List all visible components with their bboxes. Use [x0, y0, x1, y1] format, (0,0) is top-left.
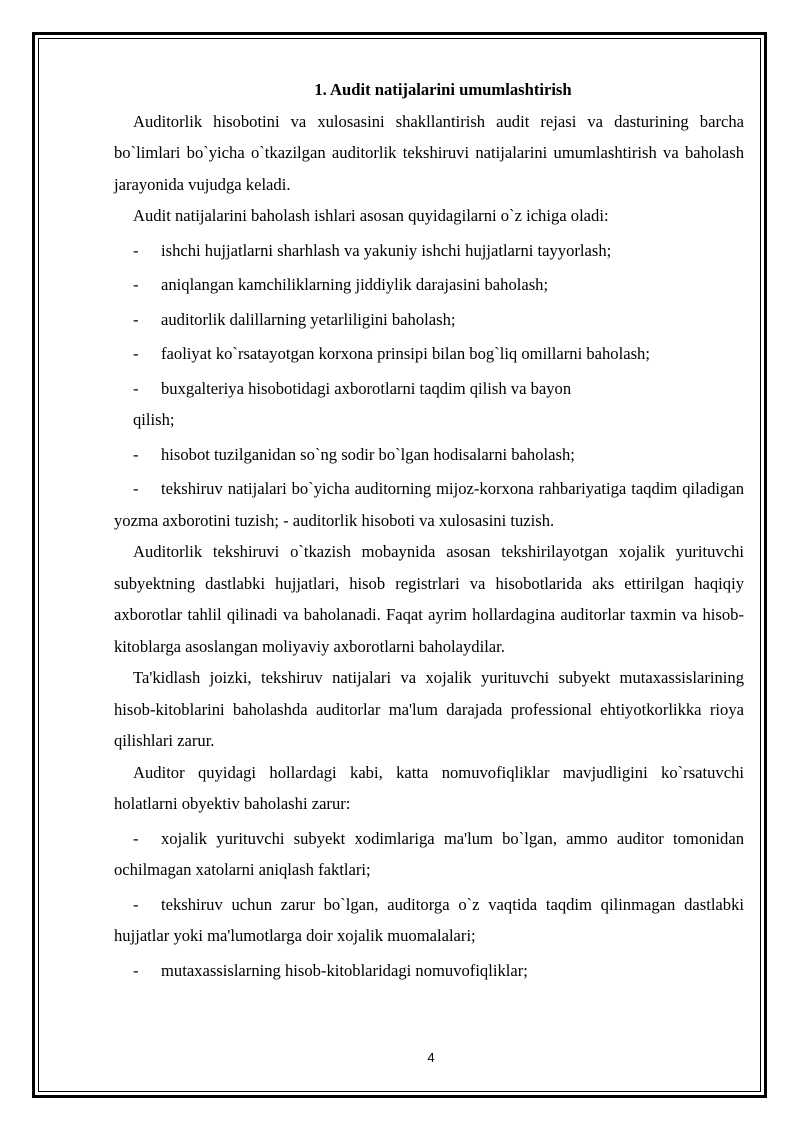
list-item-text: xojalik yurituvchi subyekt xodimlariga ma'lum bo`lgan, ammo auditor tomonidan ochilmagan xatolarni aniqlash faktlari; — [114, 828, 744, 879]
dash-marker: - — [133, 240, 139, 260]
list-item — [114, 823, 744, 886]
list-item — [114, 235, 744, 267]
dash-marker: - — [133, 960, 139, 980]
list-item-text: hisobot tuzilganidan so`ng sodir bo`lgan hodisalarni baholash; — [161, 444, 575, 464]
paragraph-4: Auditor quyidagi hollardagi kabi, katta nomuvofiqliklar mavjudligini ko`rsatuvchi holatlarni obyektiv baholashi zarur: — [114, 762, 744, 813]
dash-marker: - — [133, 275, 139, 294]
paragraph-3: Ta'kidlash joizki, tekshiruv natijalari va xojalik yurituvchi subyekt mutaxassislarining hisob-kitoblarini baholashda auditorlar ma'lum darajada professional ehtiyotkorlikka rioya qilishlari zarur. — [114, 668, 744, 750]
dash-marker: - — [133, 309, 139, 329]
list-item-text: buxgalteriya hisobotidagi axborotlarni taqdim qilish va bayon — [161, 378, 572, 398]
list-item-text: aniqlangan kamchiliklarning jiddiylik darajasini baholash; — [161, 275, 549, 294]
intro-paragraph: Auditorlik hisobotini va xulosasini shakllantirish audit rejasi va dasturining barcha bo`limlari bo`yicha o`tkazilgan auditorlik tekshiruvi natijalarini umumlashtirish va baholash jarayonida vujudga keladi. — [114, 111, 744, 194]
list-item-continuation: qilish; — [133, 410, 175, 429]
list-item-text: mutaxassislarning hisob-kitoblaridagi nomuvofiqliklar; — [161, 960, 528, 980]
list-item-text: faoliyat ko`rsatayotgan korxona prinsipi bilan bog`liq omillarni baholash; — [161, 344, 650, 363]
list-item — [114, 955, 744, 987]
list-item — [114, 373, 744, 405]
dash-marker: - — [133, 444, 139, 464]
list-item — [114, 304, 744, 336]
dash-marker: - — [133, 828, 139, 848]
list-intro: Audit natijalarini baholash ishlari asosan quyidagilarni o`z ichiga oladi: — [133, 206, 609, 225]
paragraph-2: Auditorlik tekshiruvi o`tkazish mobaynida asosan tekshirilayotgan xojalik yurituvchi subyektning dastlabki hujjatlari, hisob registrlari va hisobotlarida aks ettirilgan haqiqiy axborotlar tahlil qilinadi va baholanadi. Faqat ayrim hollardagina auditorlar taxmin va hisob-kitoblarga asoslangan moliyaviy axborotlarni baholaydilar. — [114, 542, 744, 656]
list-item — [114, 473, 744, 536]
list-item-text: tekshiruv uchun zarur bo`lgan, auditorga o`z vaqtida taqdim qilinmagan dastlabki hujjatlar yoki ma'lumotlarga doir xojalik muomalalari; — [114, 894, 744, 945]
list-item — [114, 439, 744, 471]
list-item-text: ishchi hujjatlarni sharhlash va yakuniy ishchi hujjatlarni tayyorlash; — [161, 240, 612, 260]
section-title: 1. Audit natijalarini umumlashtirish — [314, 80, 572, 99]
list-item-text: auditorlik dalillarning yetarliligini baholash; — [161, 309, 456, 329]
list-item — [114, 338, 744, 370]
list-item-text: tekshiruv natijalari bo`yicha auditorning mijoz-korxona rahbariyatiga taqdim qiladigan yozma axborotini tuzish; - auditorlik hisoboti va xulosasini tuzish. — [114, 479, 744, 530]
dash-marker: - — [133, 344, 139, 363]
list-item — [114, 889, 744, 952]
dash-marker: - — [133, 894, 139, 914]
dash-marker: - — [133, 378, 139, 398]
dash-marker: - — [133, 479, 139, 498]
list-item — [114, 269, 744, 301]
page-number: 4 — [427, 1050, 435, 1065]
document-body — [114, 74, 744, 986]
